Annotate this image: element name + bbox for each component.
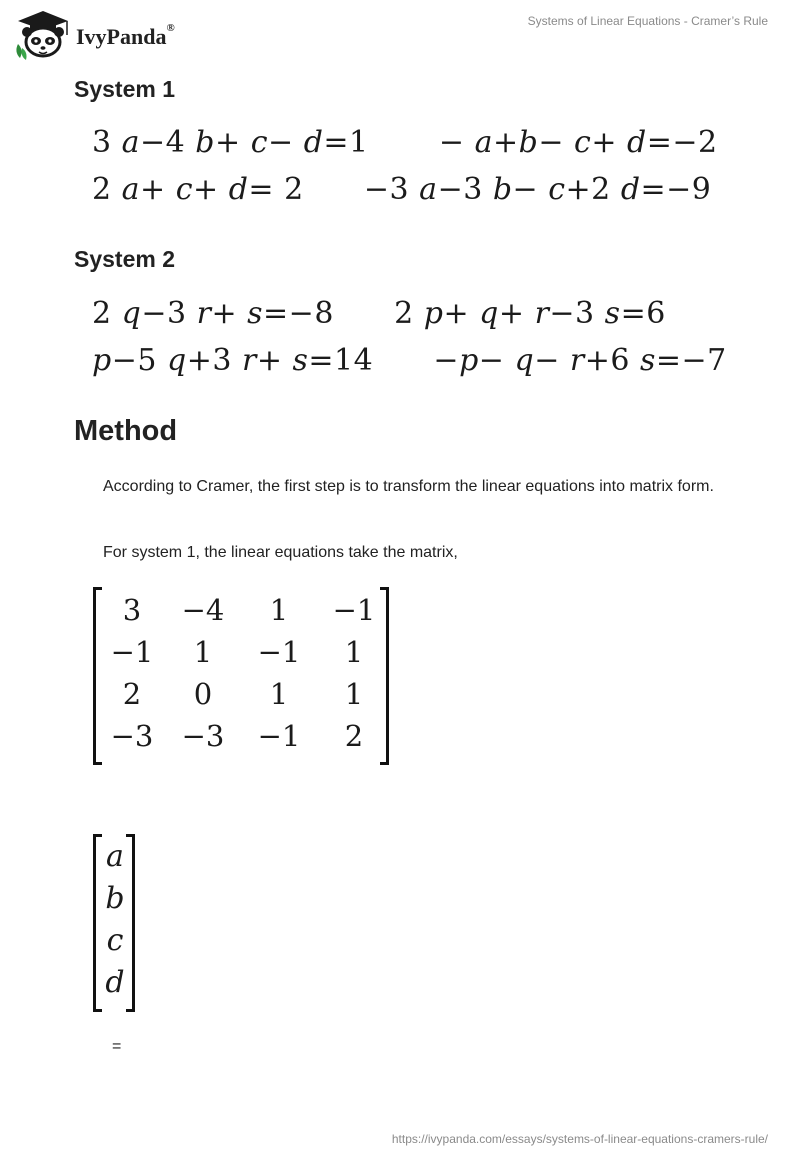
eq-variable: p (423, 296, 444, 331)
document-title: Systems of Linear Equations - Cramer’s Rule (527, 14, 768, 28)
matrix-cell: 1 (269, 593, 289, 627)
vector-grid (103, 836, 127, 1004)
vector-right-bracket (126, 834, 135, 1012)
eq-variable: b (492, 172, 513, 207)
eq-term: =−8 2 (263, 296, 424, 331)
variable-vector (93, 834, 135, 1012)
eq-variable: b (518, 125, 539, 160)
eq-term: + (215, 125, 251, 160)
matrix-grid (101, 589, 393, 757)
matrix-cell: −1 (257, 635, 301, 669)
eq-variable: r (569, 343, 585, 378)
eq-term: + (498, 296, 535, 331)
eq-variable: s (292, 343, 309, 378)
matrix-cell: 1 (344, 677, 364, 711)
method-heading: Method (74, 415, 178, 447)
eq-variable: c (250, 125, 268, 160)
eq-variable: a (121, 172, 141, 207)
eq-variable: q (514, 343, 535, 378)
eq-term: =−2 (646, 125, 718, 160)
method-paragraph-1: According to Cramer, the first step is to transform the linear equations into matrix form. (103, 478, 714, 495)
vector-left-bracket (93, 834, 102, 1012)
eq-term: − (534, 343, 570, 378)
eq-term: − (268, 125, 304, 160)
eq-term: 2 (92, 172, 122, 207)
eq-variable: p (459, 343, 479, 378)
eq-term: =−9 (640, 172, 712, 207)
eq-variable: s (640, 343, 656, 378)
eq-variable: p (92, 343, 112, 378)
eq-variable: a (419, 172, 438, 207)
eq-term: =−7 (655, 343, 727, 378)
eq-variable: q (121, 296, 142, 331)
eq-variable: r (196, 296, 212, 331)
coefficient-matrix (93, 587, 389, 765)
eq-variable: c (548, 172, 566, 207)
eq-variable: q (166, 343, 187, 378)
matrix-cell: −1 (110, 635, 154, 669)
system-1-equation-line-2 (92, 172, 711, 207)
eq-variable: r (534, 296, 550, 331)
matrix-cell: 1 (344, 635, 364, 669)
eq-term: + (140, 172, 176, 207)
equals-sign: = (112, 1038, 122, 1055)
eq-variable: b (195, 125, 215, 160)
eq-term: +6 (584, 343, 640, 378)
matrix-cell: 1 (193, 635, 213, 669)
matrix-cell: −3 (110, 719, 154, 753)
eq-term: + (492, 125, 519, 160)
eq-term: =6 (620, 296, 666, 331)
system-2-equation-line-1 (92, 296, 666, 331)
source-url[interactable]: https://ivypanda.com/essays/systems-of-linear-equations-cramers-rule/ (391, 1132, 768, 1146)
eq-term: + (591, 125, 627, 160)
matrix-cell: −4 (181, 593, 225, 627)
eq-term: +2 (565, 172, 621, 207)
eq-term: − (538, 125, 574, 160)
eq-term: 2 (92, 296, 122, 331)
eq-variable: c (175, 172, 194, 207)
eq-variable: d (303, 125, 324, 160)
eq-term: +3 (186, 343, 242, 378)
eq-term: −4 (140, 125, 196, 160)
eq-term: −5 (111, 343, 167, 378)
matrix-cell: −1 (332, 593, 376, 627)
matrix-cell: 2 (344, 719, 364, 753)
system-1-equation-line-1 (92, 125, 718, 160)
matrix-cell: 1 (269, 677, 289, 711)
system-2-equation-line-2 (92, 343, 727, 378)
eq-variable: r (241, 343, 257, 378)
eq-term: + (256, 343, 293, 378)
eq-variable: d (627, 125, 647, 160)
vector-cell: c (106, 923, 124, 958)
eq-variable: d (228, 172, 249, 207)
eq-variable: a (474, 125, 493, 160)
matrix-cell: 3 (122, 593, 142, 627)
system-2-heading: System 2 (74, 246, 176, 272)
matrix-cell: 0 (193, 677, 213, 711)
eq-term: 3 (92, 125, 122, 160)
brand-name: IvyPanda® (76, 22, 175, 49)
eq-variable: d (620, 172, 641, 207)
eq-variable: q (479, 296, 499, 331)
vector-cell: b (105, 881, 125, 916)
eq-term: + (443, 296, 480, 331)
eq-term: =1 − (323, 125, 475, 160)
matrix-cell: −1 (257, 719, 301, 753)
matrix-cell: 2 (122, 677, 142, 711)
method-paragraph-2: For system 1, the linear equations take the matrix, (103, 544, 458, 561)
ivypanda-logo[interactable] (12, 8, 202, 62)
eq-term: − (512, 172, 549, 207)
eq-term: −3 (549, 296, 605, 331)
eq-term: + (211, 296, 248, 331)
panda-graduate-icon (12, 8, 74, 62)
eq-term: − (478, 343, 515, 378)
eq-term: = 2 −3 (248, 172, 420, 207)
vector-cell: a (106, 839, 124, 874)
eq-variable: s (247, 296, 264, 331)
eq-term: + (193, 172, 229, 207)
eq-variable: a (121, 125, 141, 160)
eq-variable: s (604, 296, 621, 331)
eq-term: −3 (437, 172, 493, 207)
eq-term: −3 (141, 296, 197, 331)
eq-variable: c (574, 125, 592, 160)
vector-cell: d (105, 965, 125, 1000)
eq-term: =14 − (308, 343, 460, 378)
system-1-heading: System 1 (74, 76, 176, 102)
matrix-cell: −3 (181, 719, 225, 753)
